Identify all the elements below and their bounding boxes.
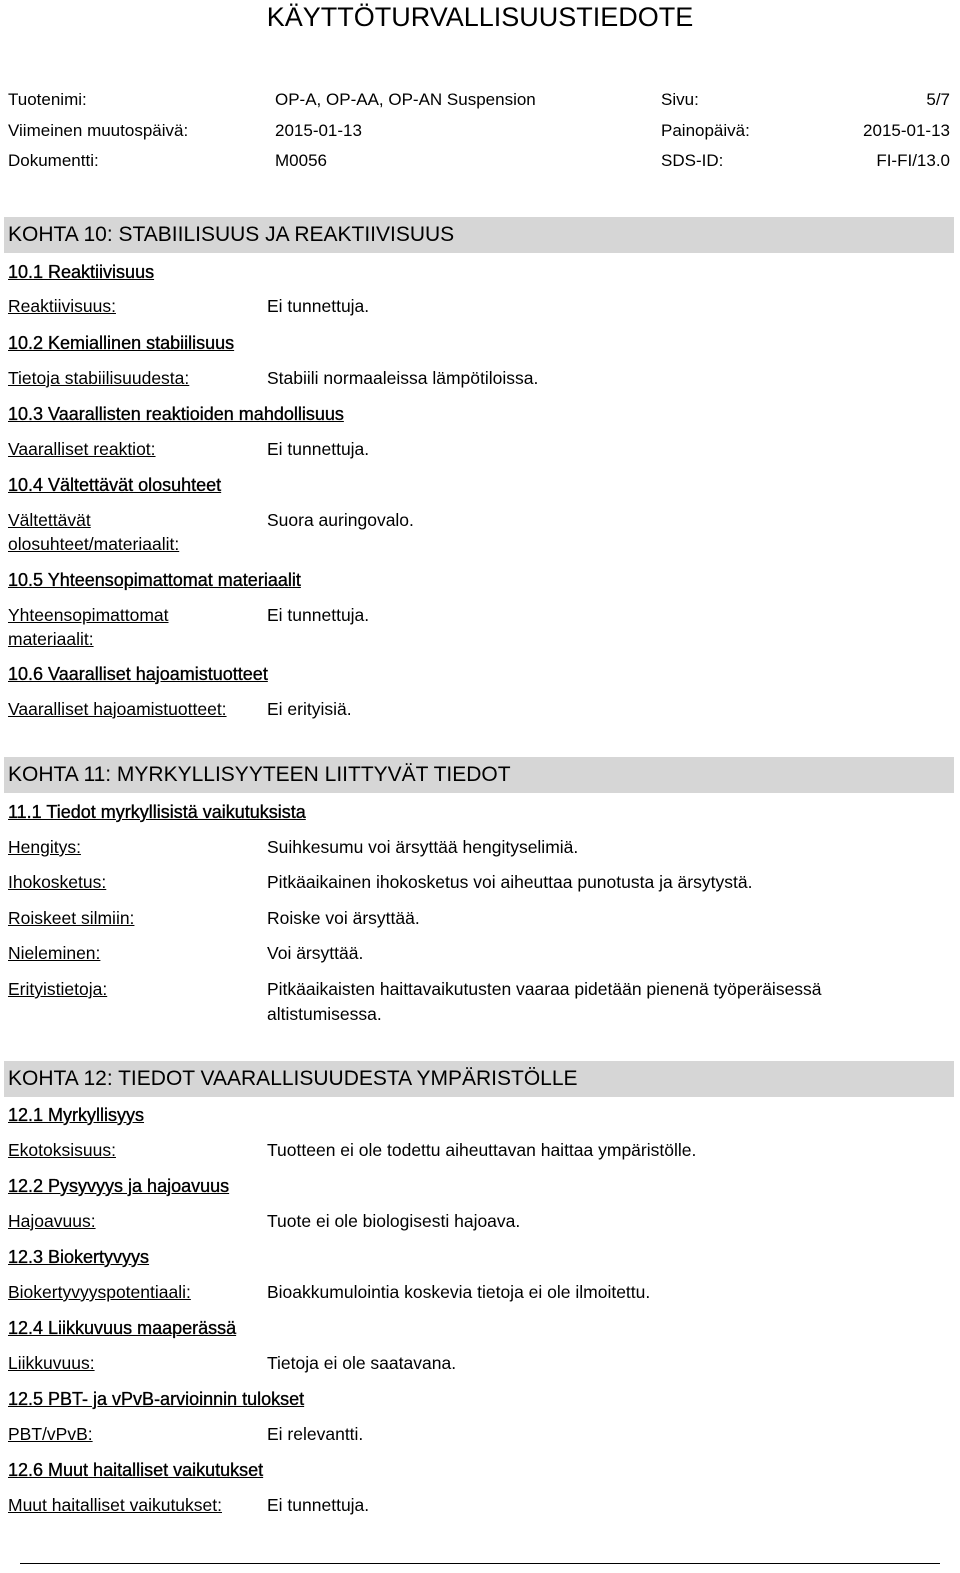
degradability-value: Tuote ei ole biologisesti hajoava.	[267, 1211, 521, 1231]
mobility-label: Liikkuvuus:	[8, 1353, 95, 1373]
document-label: Dokumentti:	[8, 151, 99, 170]
document-value: M0056	[275, 151, 327, 170]
inhalation-value: Suihkesumu voi ärsyttää hengityselimiä.	[267, 837, 579, 857]
incompatible-materials-label-line1: Yhteensopimattomat	[8, 605, 169, 625]
print-date-label: Painopäivä:	[661, 121, 750, 140]
footer-divider	[20, 1563, 940, 1564]
special-info-value: Pitkäaikaisten haittavaikutusten vaaraa pidetään pienenä työperäisessä altistumisessa.	[267, 979, 822, 1024]
eye-contact-value: Roiske voi ärsyttää.	[267, 908, 420, 928]
pbt-vpvb-value: Ei relevantti.	[267, 1424, 364, 1444]
eye-contact-label: Roiskeet silmiin:	[8, 908, 135, 928]
subsection-10-5-heading: 10.5 Yhteensopimattomat materiaalit	[8, 570, 301, 590]
inhalation-label: Hengitys:	[8, 837, 81, 857]
incompatible-materials-value: Ei tunnettuja.	[267, 605, 370, 625]
bioaccumulation-value: Bioakkumulointia koskevia tietoja ei ole ilmoitettu.	[267, 1282, 651, 1302]
ecotoxicity-label: Ekotoksisuus:	[8, 1140, 116, 1160]
ingestion-value: Voi ärsyttää.	[267, 943, 364, 963]
hazardous-reactions-label: Vaaralliset reaktiot:	[8, 439, 156, 459]
sds-id-value: FI-FI/13.0	[876, 151, 950, 170]
revision-date-label: Viimeinen muutospäivä:	[8, 121, 189, 140]
subsection-10-6-heading: 10.6 Vaaralliset hajoamistuotteet	[8, 664, 268, 684]
product-name-value: OP-A, OP-AA, OP-AN Suspension	[275, 90, 536, 109]
reactivity-label: Reaktiivisuus:	[8, 296, 116, 316]
section-11-title: KOHTA 11: MYRKYLLISYYTEEN LIITTYVÄT TIEDOT	[8, 763, 511, 786]
document-title: KÄYTTÖTURVALLISUUSTIEDOTE	[266, 2, 694, 32]
bioaccumulation-label: Biokertyvyyspotentiaali:	[8, 1282, 191, 1302]
degradability-label: Hajoavuus:	[8, 1211, 96, 1231]
special-info-label: Erityistietoja:	[8, 979, 108, 999]
subsection-12-1-heading: 12.1 Myrkyllisyys	[8, 1105, 145, 1125]
section-12-title: KOHTA 12: TIEDOT VAARALLISUUDESTA YMPÄRISTÖLLE	[8, 1067, 578, 1090]
subsection-12-4-heading: 12.4 Liikkuvuus maaperässä	[8, 1318, 237, 1338]
conditions-to-avoid-label-line1: Vältettävät	[8, 510, 91, 530]
subsection-10-1-heading: 10.1 Reaktiivisuus	[8, 262, 155, 282]
conditions-to-avoid-label-line2: olosuhteet/materiaalit:	[8, 534, 180, 554]
subsection-12-5-heading: 12.5 PBT- ja vPvB-arvioinnin tulokset	[8, 1389, 305, 1409]
print-date-value: 2015-01-13	[863, 121, 950, 140]
revision-date-value: 2015-01-13	[275, 121, 362, 140]
ingestion-label: Nieleminen:	[8, 943, 101, 963]
other-effects-value: Ei tunnettuja.	[267, 1495, 370, 1515]
subsection-12-3-heading: 12.3 Biokertyvyys	[8, 1247, 150, 1267]
conditions-to-avoid-label	[8, 508, 258, 556]
sds-id-label: SDS-ID:	[661, 151, 724, 170]
subsection-12-6-heading: 12.6 Muut haitalliset vaikutukset	[8, 1460, 264, 1480]
skin-contact-value: Pitkäaikainen ihokosketus voi aiheuttaa punotusta ja ärsytystä.	[267, 872, 753, 892]
other-effects-label: Muut haitalliset vaikutukset:	[8, 1495, 222, 1515]
decomposition-products-value: Ei erityisiä.	[267, 699, 352, 719]
product-name-label: Tuotenimi:	[8, 90, 87, 109]
ecotoxicity-value: Tuotteen ei ole todettu aiheuttavan haittaa ympäristölle.	[267, 1140, 697, 1160]
subsection-10-2-heading: 10.2 Kemiallinen stabiilisuus	[8, 333, 235, 353]
section-10-header	[4, 217, 954, 253]
pbt-vpvb-label: PBT/vPvB:	[8, 1424, 93, 1444]
decomposition-products-label: Vaaralliset hajoamistuotteet:	[8, 699, 227, 719]
reactivity-value: Ei tunnettuja.	[267, 296, 370, 316]
section-10-title: KOHTA 10: STABIILISUUS JA REAKTIIVISUUS	[8, 223, 455, 246]
page-number: 5/7	[926, 90, 950, 109]
stability-value: Stabiili normaaleissa lämpötiloissa.	[267, 368, 539, 388]
mobility-value: Tietoja ei ole saatavana.	[267, 1353, 457, 1373]
section-11-header	[4, 757, 954, 793]
skin-contact-label: Ihokosketus:	[8, 872, 107, 892]
incompatible-materials-label	[8, 603, 258, 651]
subsection-11-1-heading: 11.1 Tiedot myrkyllisistä vaikutuksista	[8, 802, 306, 822]
page-label: Sivu:	[661, 90, 699, 109]
conditions-to-avoid-value: Suora auringovalo.	[267, 510, 414, 530]
stability-label: Tietoja stabiilisuudesta:	[8, 368, 190, 388]
subsection-10-3-heading: 10.3 Vaarallisten reaktioiden mahdollisuus	[8, 404, 344, 424]
subsection-12-2-heading: 12.2 Pysyvyys ja hajoavuus	[8, 1176, 230, 1196]
section-12-header	[4, 1061, 954, 1097]
subsection-10-4-heading: 10.4 Vältettävät olosuhteet	[8, 475, 222, 495]
hazardous-reactions-value: Ei tunnettuja.	[267, 439, 370, 459]
incompatible-materials-label-line2: materiaalit:	[8, 629, 94, 649]
